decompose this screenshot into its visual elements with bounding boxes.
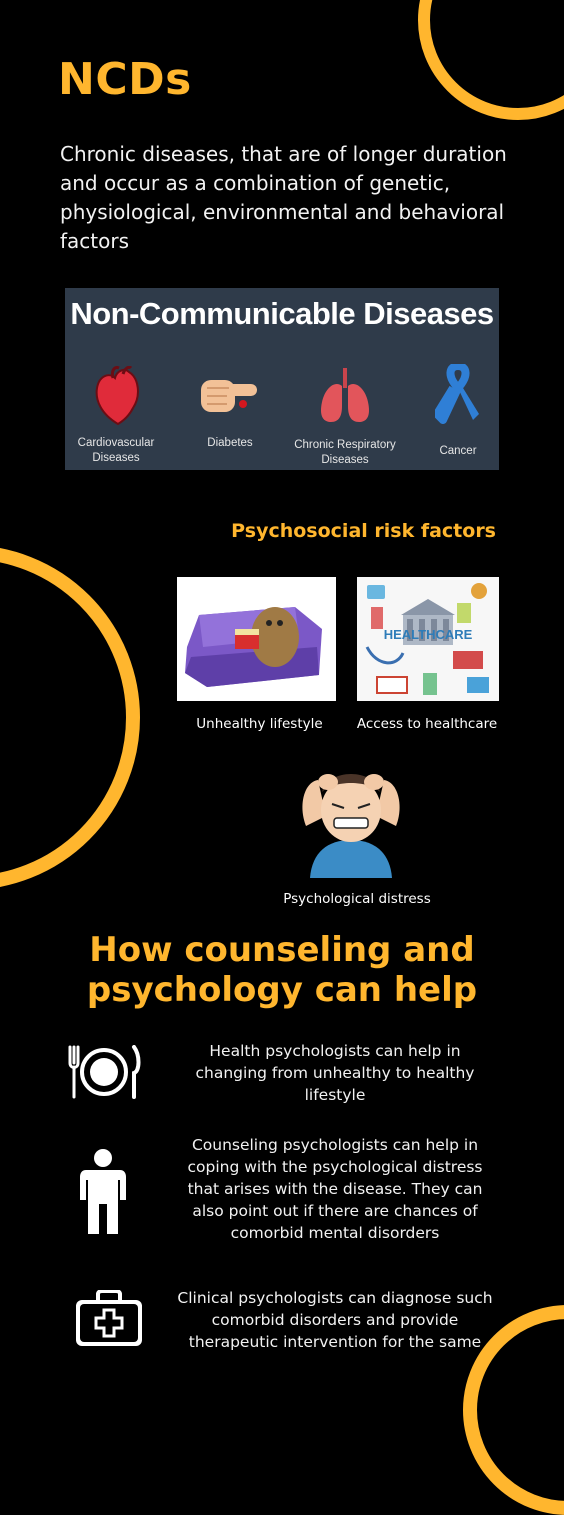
ncd-label-respiratory: Chronic Respiratory Diseases — [294, 439, 396, 466]
ncd-label-diabetes: Diabetes — [207, 437, 253, 449]
finger-prick-icon — [199, 374, 261, 418]
lungs-icon — [317, 364, 373, 426]
intro-text: Chronic diseases, that are of longer duration and occur as a combination of genetic, physiological, environmental and behavioral factors — [60, 142, 507, 253]
risk-factors-heading: Psychosocial risk factors — [231, 520, 496, 542]
cancer-ribbon-icon — [435, 364, 481, 424]
plate-fork-knife-icon — [66, 1045, 142, 1099]
decorative-ring-left — [0, 545, 140, 890]
banner-heading: Non-Communicable Diseases — [70, 296, 494, 331]
stressed-person-illustration — [288, 752, 414, 878]
caption-access-to-healthcare: Access to healthcare — [356, 716, 498, 732]
caption-unhealthy-lifestyle: Unhealthy lifestyle — [196, 716, 323, 732]
heart-icon — [93, 366, 143, 426]
ncd-label-cardiovascular: Cardiovascular Diseases — [77, 437, 155, 464]
person-icon — [80, 1148, 126, 1236]
ncd-banner — [65, 288, 499, 470]
healthcare-image-text: HEALTHCARE — [383, 627, 473, 642]
help-text-counseling: Counseling psychologists can help in coping with the psychological distress that arises with the disease. They can also point out if there are chances of comorbid mental disorders — [187, 1136, 483, 1242]
couch-potato-illustration — [177, 577, 336, 701]
medical-kit-icon — [74, 1290, 144, 1348]
page-title: NCDs — [58, 54, 192, 105]
healthcare-collage-illustration — [357, 577, 499, 701]
help-text-health: Health psychologists can help in changing from unhealthy to healthy lifestyle — [195, 1042, 475, 1104]
caption-psychological-distress: Psychological distress — [283, 891, 431, 907]
help-heading: How counseling and psychology can help — [86, 930, 478, 1010]
ncd-label-cancer: Cancer — [439, 445, 477, 457]
decorative-ring-top-right — [418, 0, 564, 120]
help-text-clinical: Clinical psychologists can diagnose such comorbid disorders and provide therapeutic intervention for the same — [177, 1289, 493, 1351]
